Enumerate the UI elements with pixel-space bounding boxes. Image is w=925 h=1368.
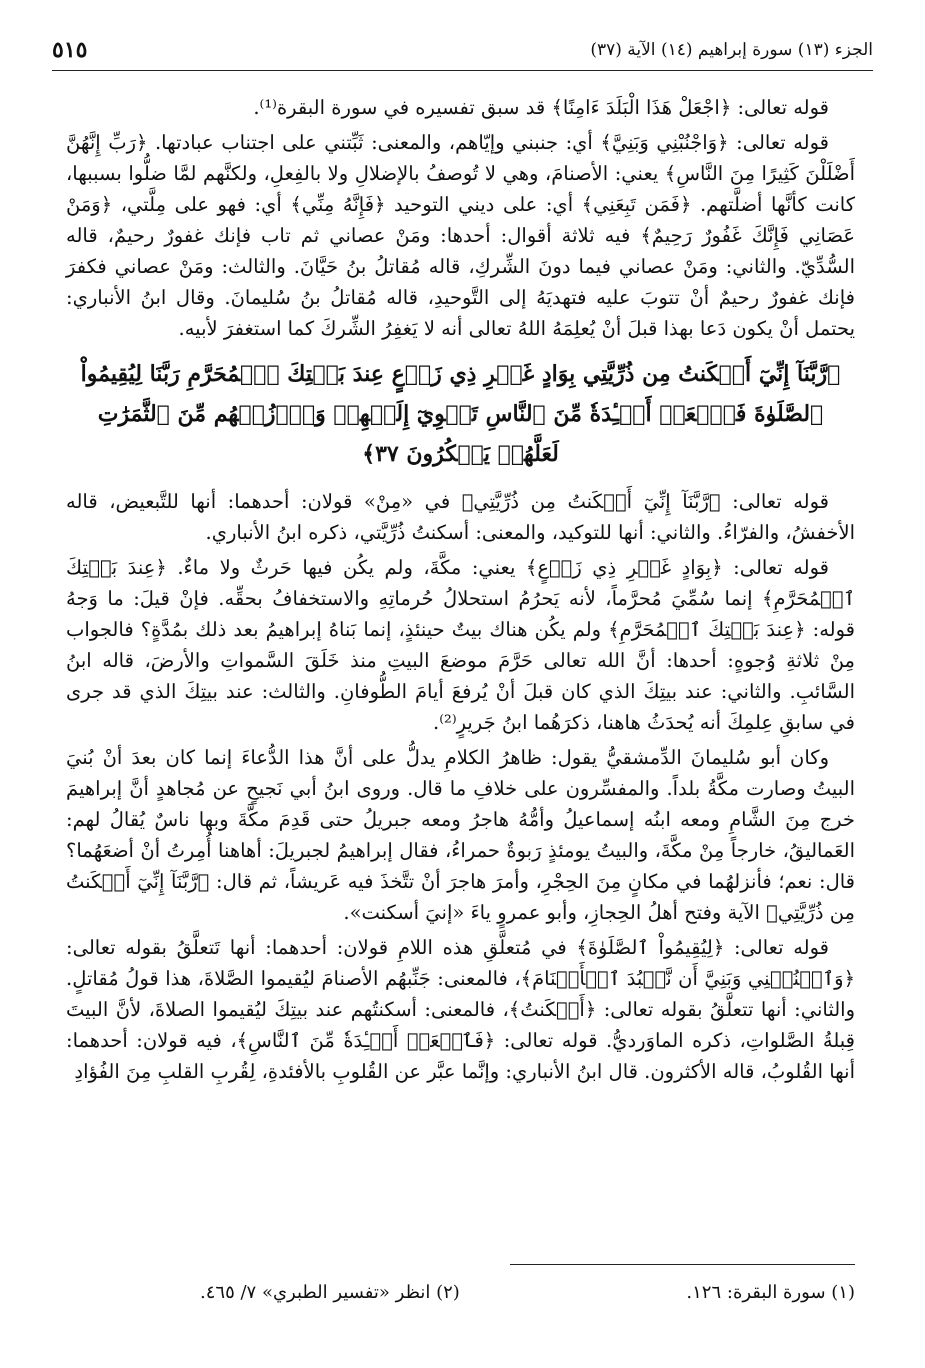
paragraph: قوله تعالى: ﴿لِيُقِيمُواْ ٱلصَّلَوٰةَ﴾ في مُتعلَّقِ هذه اللامِ قولان: أحدهما: أنها تَتعلَّقُ بقوله تعالى: ﴿وَٱجۡنُبۡنِي وَبَنِيَّ أَن نَّعۡبُدَ ٱلۡأَصۡنَامَ﴾، فالمعنى: جَنِّبهُم الأصنامَ ليُقيموا الصَّلاةَ، هذا قولُ مُقاتلٍ. والثاني: أنها تتعلَّقُ بقوله تعالى: ﴿أَسۡكَنتُ﴾، فالمعنى: أسكنتُهم عند بيتِكَ ليُقيموا الصلاةَ، لأنَّ البيتَ قِبلةُ الصَّلواتِ، ذكره الماوَرديُّ. قوله تعالى: ﴿فَٱجۡعَلۡ أَفۡـِٔدَةٗ مِّنَ ٱلنَّاسِ﴾، فيه قولان: أحدهما: أنها القُلوبُ، قاله الأكثرون. قال ابنُ الأنباري: وإنَّما عبَّر عن القُلوبِ بالأفئدةِ، لِقُربِ القلبِ مِنَ الفُؤادِ: [66, 936, 855, 1083]
paragraph: قوله تعالى: ﴿وَاجْنُبْنِي وَبَنِيَّ﴾ أي: جنبني وإيّاهم، والمعنى: ثَبِّتني على اجتناب عبادتها. ﴿رَبِّ إِنَّهُنَّ أَضْلَلْنَ كَثِيرًا مِنَ النَّاسِ﴾ يعني: الأصنامَ، وهي لا تُوصفُ بالإضلالِ ولا بالفِعلِ، ولكنَّهم لمَّا ضلُّوا بسببها، كانت كأنَّها أضلَّتهم. ﴿فَمَن تَبِعَنِي﴾ أي: على ديني التوحيد ﴿فَإِنَّهُ مِنِّي﴾ أي: فهو على مِلَّتي، ﴿وَمَنْ عَصَانِي فَإِنَّكَ غَفُورٌ رَحِيمٌ﴾ فيه ثلاثة أقوال: أحدها: ومَنْ عصاني ثم تاب فإنك غفورٌ رحيمٌ، قاله السُّدِّيّ. والثاني: ومَنْ عصاني فيما دونَ الشِّركِ، قاله مُقاتلُ بنُ حَيَّانَ. والثالث: ومَنْ عصاني فكفرَ فإنك غفورٌ رحيمٌ أنْ تتوبَ عليه فتهديَهُ إلى التَّوحيدِ، قاله مُقاتلُ بنُ سُليمانَ. وقال ابنُ الأنباري: يحتمل أنْ يكون دَعا بهذا قبلَ أنْ يُعلِمَهُ اللهُ تعالى أنه لا يَغفِرُ الشِّركَ كما استغفرَ لأبيه.: [66, 131, 855, 340]
paragraph: قوله تعالى: ﴿رَّبَّنَآ إِنِّيٓ أَسۡكَنتُ مِن ذُرِّيَّتِي﴾ في «مِنْ» قولان: أحدهما: أنها للتَّبعيض، قاله الأخفشُ، والفرّاءُ. والثاني: أنها للتوكيد، والمعنى: أسكنتُ ذُرِّيَّتي، ذكره ابنُ الأنباري.: [66, 490, 855, 544]
paragraph: وكان أبو سُليمانَ الدِّمشقيُّ يقول: ظاهرُ الكلامِ يدلُّ على أنَّ هذا الدُّعاءَ إنما كان بعدَ أنْ بُنيَ البيتُ وصارت مكَّةُ بلداً. والمفسِّرون على خلافِ ما قال. وروى ابنُ أبي نَجيحٍ عن مُجاهدٍ أنَّ إبراهيمَ خرج مِنَ الشَّامِ ومعه ابنُه إسماعيلُ وأمُّهُ هاجرُ ومعه جبريلُ حتى قَدِمَ مكَّةَ وبها ناسٌ يُقالُ لهم: العَماليقُ، خارجاً مِنْ مكَّةَ، والبيتُ يومئذٍ رَبوةٌ حمراءُ، فقال إبراهيمُ لجبريلَ: أهاهنا أُمِرتُ أنْ أضعَهُما؟ قال: نعم؛ فأنزلهُما في مكانٍ مِنَ الحِجْرِ، وأمرَ هاجرَ أنْ تتَّخذَ فيه عَريشاً، ثم قال: ﴿رَّبَّنَآ إِنِّيٓ أَسۡكَنتُ مِن ذُرِّيَّتِي﴾ الآية وفتح أهلُ الحِجازِ، وأبو عمروٍ ياءَ «إنيَ أسكنت».: [66, 746, 855, 924]
paragraph: قوله تعالى: ﴿بِوَادٍ غَيۡرِ ذِي زَرۡعٍ﴾ يعني: مكَّةَ، ولم يكُن فيها حَرثٌ ولا ماءٌ. ﴿عِندَ بَيۡتِكَ ٱلۡمُحَرَّمِ﴾ إنما سُمِّيَ مُحرَّماً، لأنه يَحرُمُ استحلالُ حُرماتِهِ والاستخفافُ بحقِّه. فإنْ قيلَ: ما وَجهُ قوله: ﴿عِندَ بَيۡتِكَ ٱلۡمُحَرَّمِ﴾ ولم يكُن هناك بيتٌ حينئذٍ، إنما بَناهُ إبراهيمُ بعد ذلك بمُدَّةٍ؟ فالجواب مِنْ ثلاثةِ وُجوهٍ: أحدها: أنَّ الله تعالى حَرَّمَ موضعَ البيتِ منذ خَلَقَ السَّمواتِ والأرضَ، قاله ابنُ السَّائبِ. والثاني: عند بيتِكَ الذي كان قبلَ أنْ يُرفعَ أيامَ الطُّوفانِ. والثالث: عند بيتِكَ الذي قد جرى في سابقِ عِلمِكَ أنه يُحدَثُ هاهنا، ذكرَهُما ابنُ جَريرٍ⁽²⁾.: [66, 556, 855, 734]
quran-verse: ﴿رَّبَّنَآ إِنِّيٓ أَسۡكَنتُ مِن ذُرِّيَّتِي بِوَادٍ غَيۡرِ ذِي زَرۡعٍ عِندَ بَيۡتِكَ ٱلۡمُحَرَّمِ رَبَّنَا لِيُقِيمُواْ ٱلصَّلَوٰةَ فَٱجۡعَلۡ أَفۡـِٔدَةٗ مِّنَ ٱلنَّاسِ تَهۡوِيٓ إِلَيۡهِمۡ وَٱرۡزُقۡهُم مِّنَ ٱلثَّمَرَٰتِ لَعَلَّهُمۡ يَشۡكُرُونَ ٣٧﴾: [80, 361, 841, 467]
page-body: [66, 92, 855, 1091]
footnote-1: (١) سورة البقرة: ١٢٦.: [686, 1282, 855, 1303]
footnotes: [200, 1282, 855, 1303]
paragraph: قوله تعالى: ﴿اجْعَلْ هَذَا الْبَلَدَ ءَامِنًا﴾ قد سبق تفسيره في سورة البقرة⁽¹⁾.: [253, 96, 829, 119]
page-number: ٥١٥: [52, 37, 88, 63]
footnote-2: (٢) انظر «تفسير الطبري» ٧/ ٤٦٥.: [200, 1282, 460, 1303]
footnote-divider: [510, 1264, 855, 1265]
header-title: الجزء (١٣) سورة إبراهيم (١٤) الآية (٣٧): [590, 40, 873, 60]
running-header: [52, 30, 873, 71]
